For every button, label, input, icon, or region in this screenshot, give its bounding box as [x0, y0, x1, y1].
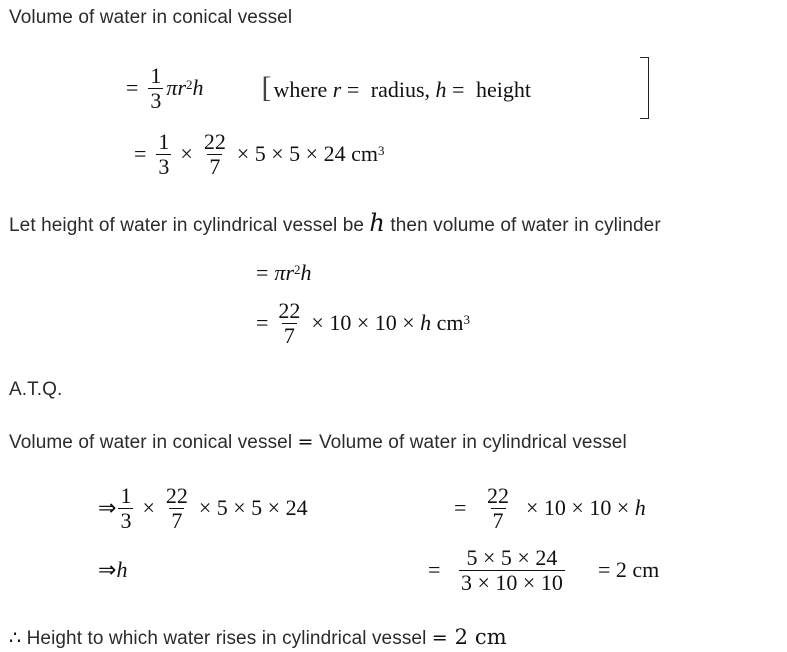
equals-sign: =: [126, 75, 139, 100]
therefore-icon: ∴: [9, 627, 22, 649]
closing-bracket: [640, 57, 649, 119]
intro-line-conical: Volume of water in conical vessel: [9, 7, 293, 28]
where-note: [where r = radius, h = height: [261, 71, 531, 104]
equation-equate-volumes: ⇒ $\frac{1}{3}$ × $\frac{22}{7}$ × 5 × 5 × 24 = $\frac{22}{7}$ × 10 × 10 × h: [98, 483, 646, 533]
fraction-one-third: $\frac{1}{3}$: [120, 483, 132, 533]
equation-cylinder-volume-values: = $\frac{22}{7}$ × 10 × 10 × h cm $^3$: [256, 298, 471, 348]
equation-cone-volume-formula: [126, 58, 531, 118]
implies-arrow: ⇒: [98, 557, 117, 582]
pi-r: πr: [166, 75, 187, 100]
atq-label: A.T.Q.: [9, 379, 63, 400]
variable-h: h: [192, 75, 204, 100]
equation-cylinder-volume-formula: = πr $^2$ h: [256, 260, 312, 285]
equation-cone-volume-values: = $\frac{1}{3}$ × $\frac{22}{7}$ × 5 × 5 × 24 cm $^3$: [134, 129, 385, 179]
fraction-one-third: $\frac{1}{3}$: [158, 129, 170, 179]
equality-statement: Volume of water in conical vessel = Volume of water in cylindrical vessel: [9, 431, 627, 453]
fraction-22-7: $\frac{22}{7}$: [165, 483, 188, 533]
result-value: = 2 cm: [598, 557, 660, 582]
exponent: 2: [186, 77, 193, 92]
conclusion-line: ∴ Height to which water rises in cylindrical vessel = 2 cm: [9, 625, 507, 649]
fraction-22-7: $\frac{22}{7}$: [203, 129, 226, 179]
fraction-one-third: $\frac{1}{3}$: [150, 63, 162, 113]
intro-line-cylinder: Let height of water in cylindrical vessel be h then volume of water in cylinder: [9, 209, 661, 237]
equation-solve-h: ⇒ h = $\frac{5 \times 5 \times 24}{3 \times 10 \times 10}$ = 2 cm: [98, 545, 660, 595]
fraction-h-value: $\frac{5 \times 5 \times 24}{3 \times 10 \times 10}$: [461, 545, 563, 595]
fraction-22-7: $\frac{22}{7}$: [487, 483, 509, 533]
fraction-22-7: $\frac{22}{7}$: [278, 298, 301, 348]
implies-arrow: ⇒: [98, 495, 117, 520]
